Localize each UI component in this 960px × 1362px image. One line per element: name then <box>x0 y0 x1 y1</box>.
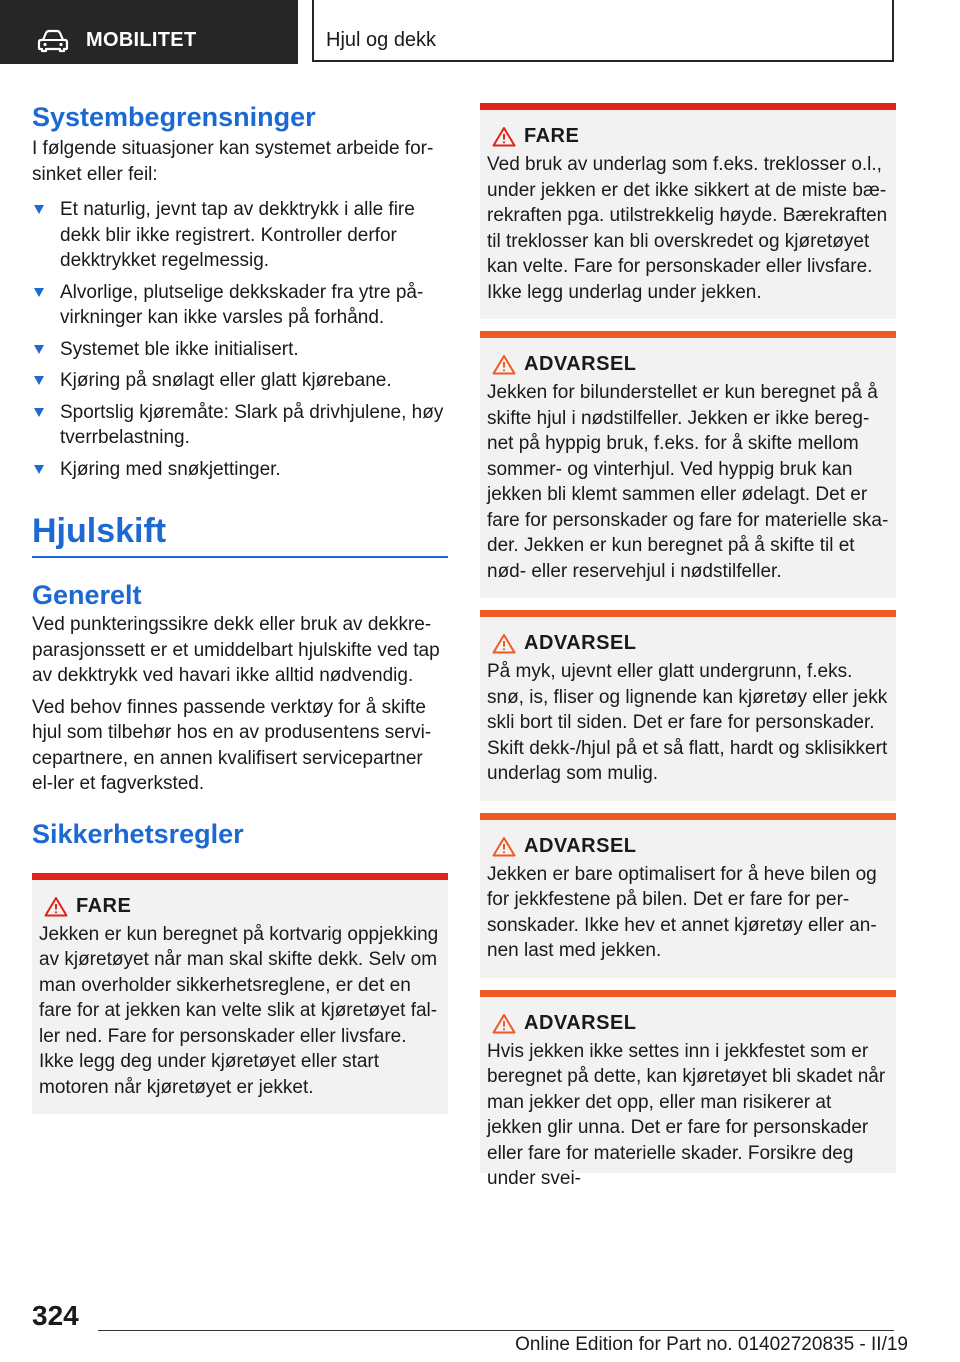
warning-bar <box>480 331 896 338</box>
list-item <box>32 400 448 451</box>
warning-header <box>480 338 896 376</box>
list-item <box>32 457 448 483</box>
list-item <box>32 280 448 331</box>
list-item <box>32 337 448 363</box>
warning-title: ADVARSEL <box>524 353 637 375</box>
warning-header <box>480 997 896 1035</box>
warning-triangle-icon <box>492 836 516 857</box>
warning-text: Jekken er kun beregnet på kortvarig oppjekking av kjøretøyet når man skal skifte dekk. Selv om man overholder sikkerhetsreglene, er det en fare for at jekken kan velte slik at kjøretøyet fal-ler ned. Fare for personskader eller livsfare. Ikke legg deg under kjøretøyet eller start motoren når kjøretøyet er jekket. <box>39 923 439 1098</box>
warning-text: På myk, ujevnt eller glatt undergrunn, f.eks. snø, is, fliser og lignende kan kjøretøy eller jekk skli bort til siden. Det er fare for personskader. Skift dekk-/hjul på et så flatt, hardt og sklisikkert underlag som mulig. <box>487 661 888 784</box>
list-item-text: Sportslig kjøremåte: Slark på drivhjulene, høy tverrbelastning. <box>60 401 444 448</box>
warning-header <box>32 880 448 918</box>
warning-box <box>480 331 896 598</box>
bullet-triangle-icon <box>34 345 44 354</box>
warning-text: Jekken for bilunderstellet er kun beregnet på å skifte hjul i nødstilfeller. Jekken er ikke bereg-net på hyppig bruk, f.eks. for å skifte mellom sommer- og vinterhjul. Ved hyppig bruk kan jekken bli klemt sammen eller ødelagt. Det er fare for personskader og fare for materielle ska-der. Jekken er kun beregnet på å skifte til et nød- eller reservehjul i nødstilfeller. <box>487 382 889 582</box>
warning-header <box>480 110 896 148</box>
footer-rule <box>98 1330 894 1331</box>
intro-paragraph: I følgende situasjoner kan systemet arbeide for-sinket eller feil: <box>32 138 434 185</box>
warning-text: Ved bruk av underlag som f.eks. treklosser o.l., under jekken er det ikke sikkert at de miste bæ-rekraften pga. utilstrekkelig høyde. Bærekraften til treklosser kan bli overskredet og kjøretøyet kan velte. Fare for personskader eller livsfare. Ikke legg underlag under jekken. <box>487 154 888 303</box>
warning-title: ADVARSEL <box>524 632 637 654</box>
warning-bar <box>480 610 896 617</box>
bullet-triangle-icon <box>34 465 44 474</box>
section-label: MOBILITET <box>86 29 197 51</box>
list-item-text: Et naturlig, jevnt tap av dekktrykk i alle fire dekk blir ikke registrert. Kontroller derfor dekktrykket regelmessig. <box>60 199 415 271</box>
right-column <box>480 103 896 1189</box>
left-column <box>32 100 448 1114</box>
warning-box <box>480 103 896 319</box>
warning-bar <box>480 103 896 110</box>
warning-triangle-icon <box>44 896 68 917</box>
heading-hjulskift: Hjulskift <box>32 512 167 550</box>
bullet-triangle-icon <box>34 376 44 385</box>
heading-systembegrensninger: Systembegrensninger <box>32 102 316 132</box>
warning-box <box>480 813 896 978</box>
warning-title: FARE <box>524 125 580 147</box>
list-item <box>32 197 448 274</box>
warning-box <box>480 610 896 801</box>
warning-text: Hvis jekken ikke settes inn i jekkfestet som er beregnet på dette, kan kjøretøyet bli skadet når man jekker det opp, eller man risikerer at jekken glir unna. Det er fare for personskader eller fare for materielle skader. Forsikre deg under svei- <box>487 1040 886 1189</box>
warning-title: FARE <box>76 894 132 917</box>
section-tab <box>0 0 298 64</box>
generelt-paragraph-2: Ved behov finnes passende verktøy for å skifte hjul som tilbehør hos en av produsentens servi-cepartnere, en annen kvalifisert servicepartner el-ler et fagverksted. <box>32 696 432 794</box>
heading-rule <box>32 556 448 558</box>
bullet-triangle-icon <box>34 288 44 297</box>
chapter-header <box>312 0 894 62</box>
warning-bar <box>480 813 896 820</box>
bullet-triangle-icon <box>34 408 44 417</box>
warning-triangle-icon <box>492 126 516 147</box>
warning-bar <box>480 990 896 997</box>
warning-title: ADVARSEL <box>524 834 637 857</box>
list-item-text: Kjøring med snøkjettinger. <box>60 458 281 480</box>
warning-triangle-icon <box>492 354 516 375</box>
warning-header <box>480 617 896 655</box>
heading-sikkerhetsregler: Sikkerhetsregler <box>32 818 244 849</box>
car-icon <box>38 30 68 52</box>
warning-triangle-icon <box>492 633 516 654</box>
chapter-title: Hjul og dekk <box>326 29 437 51</box>
warning-box <box>480 990 896 1189</box>
warning-bar <box>32 873 448 880</box>
warning-text: Jekken er bare optimalisert for å heve bilen og for jekkfestene på bilen. Det er fare for per-sonskader. Ikke hev et annet kjøretøy eller an-nen last med jekken. <box>487 863 877 961</box>
generelt-paragraph-1: Ved punkteringssikre dekk eller bruk av dekkre-parasjonssett er et umiddelbart hjulskifte ved tap av dekktrykk ved havari ikke alltid nødvendig. <box>32 614 440 686</box>
warning-triangle-icon <box>492 1013 516 1034</box>
bullet-list <box>32 197 448 482</box>
warning-box <box>32 873 448 1115</box>
edition-note: Online Edition for Part no. 01402720835 - II/19 <box>515 1334 908 1355</box>
list-item <box>32 368 448 394</box>
list-item-text: Alvorlige, plutselige dekkskader fra ytre på-virkninger kan ikke varsles på forhånd. <box>60 281 424 328</box>
page-number: 324 <box>32 1300 79 1331</box>
list-item-text: Kjøring på snølagt eller glatt kjørebane. <box>60 370 392 391</box>
warning-title: ADVARSEL <box>524 1011 637 1034</box>
heading-generelt: Generelt <box>32 580 142 610</box>
bullet-triangle-icon <box>34 205 44 214</box>
list-item-text: Systemet ble ikke initialisert. <box>60 338 299 360</box>
warning-header <box>480 820 896 858</box>
